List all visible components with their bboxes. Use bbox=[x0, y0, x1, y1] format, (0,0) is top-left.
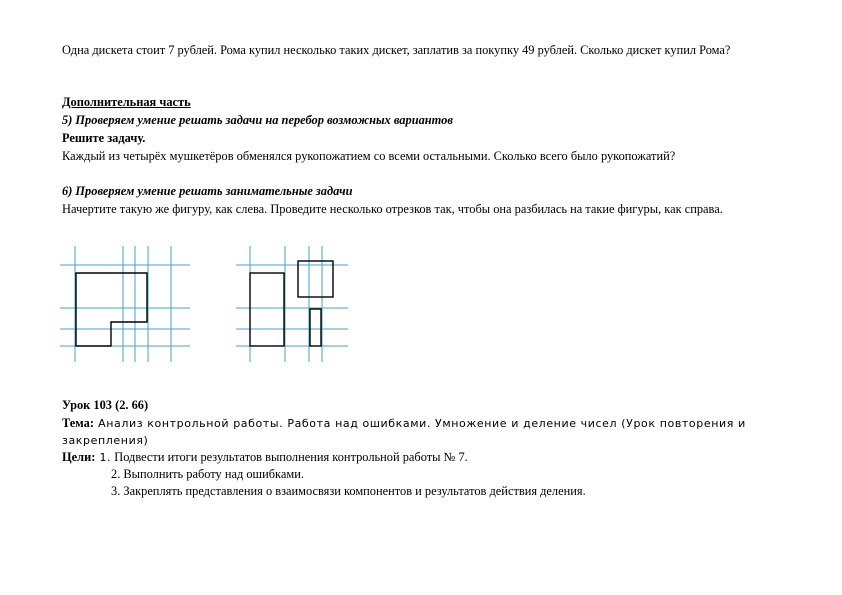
l-shaped-figure-icon bbox=[76, 273, 147, 346]
narrow-rectangle-icon bbox=[310, 309, 321, 346]
section6-title: 6) Проверяем умение решать занимательные задачи bbox=[62, 184, 353, 198]
lesson-goals bbox=[62, 449, 468, 466]
topic-text: Анализ контрольной работы. Работа над ошибками. Умножение и деление чисел (Урок повторения и закрепления) bbox=[62, 417, 746, 447]
tall-rectangle-icon bbox=[250, 273, 284, 346]
goal-1: Подвести итоги результатов выполнения контрольной работы № 7. bbox=[111, 450, 468, 464]
section5-task: Каждый из четырёх мушкетёров обменялся рукопожатием со всеми остальными. Сколько всего было рукопожатий? bbox=[62, 149, 676, 163]
lesson-topic bbox=[62, 415, 788, 449]
extra-heading: Дополнительная часть bbox=[62, 95, 191, 109]
goals-label: Цели: bbox=[62, 450, 96, 464]
task-disks: Одна дискета стоит 7 рублей. Рома купил несколько таких дискет, заплатив за покупку 49 рублей. Сколько дискет купил Рома? bbox=[62, 43, 731, 57]
goal-2: 2. Выполнить работу над ошибками. bbox=[111, 467, 304, 481]
grid-lines bbox=[60, 246, 190, 362]
section6-task: Начертите такую же фигуру, как слева. Проведите несколько отрезков так, чтобы она разбилась на такие фигуры, как справа. bbox=[62, 202, 723, 216]
square-icon bbox=[298, 261, 333, 297]
right-figure-grid bbox=[236, 246, 348, 362]
goal-1-number: 1. bbox=[95, 451, 112, 464]
grid-lines bbox=[236, 246, 348, 362]
topic-label: Тема: bbox=[62, 416, 94, 430]
left-figure-grid bbox=[60, 246, 190, 362]
solve-label: Решите задачу. bbox=[62, 131, 146, 145]
lesson-title: Урок 103 (2. 66) bbox=[62, 398, 149, 412]
section5-title: 5) Проверяем умение решать задачи на перебор возможных вариантов bbox=[62, 113, 453, 127]
goal-3: 3. Закреплять представления о взаимосвязи компонентов и результатов действия деления. bbox=[111, 484, 586, 498]
